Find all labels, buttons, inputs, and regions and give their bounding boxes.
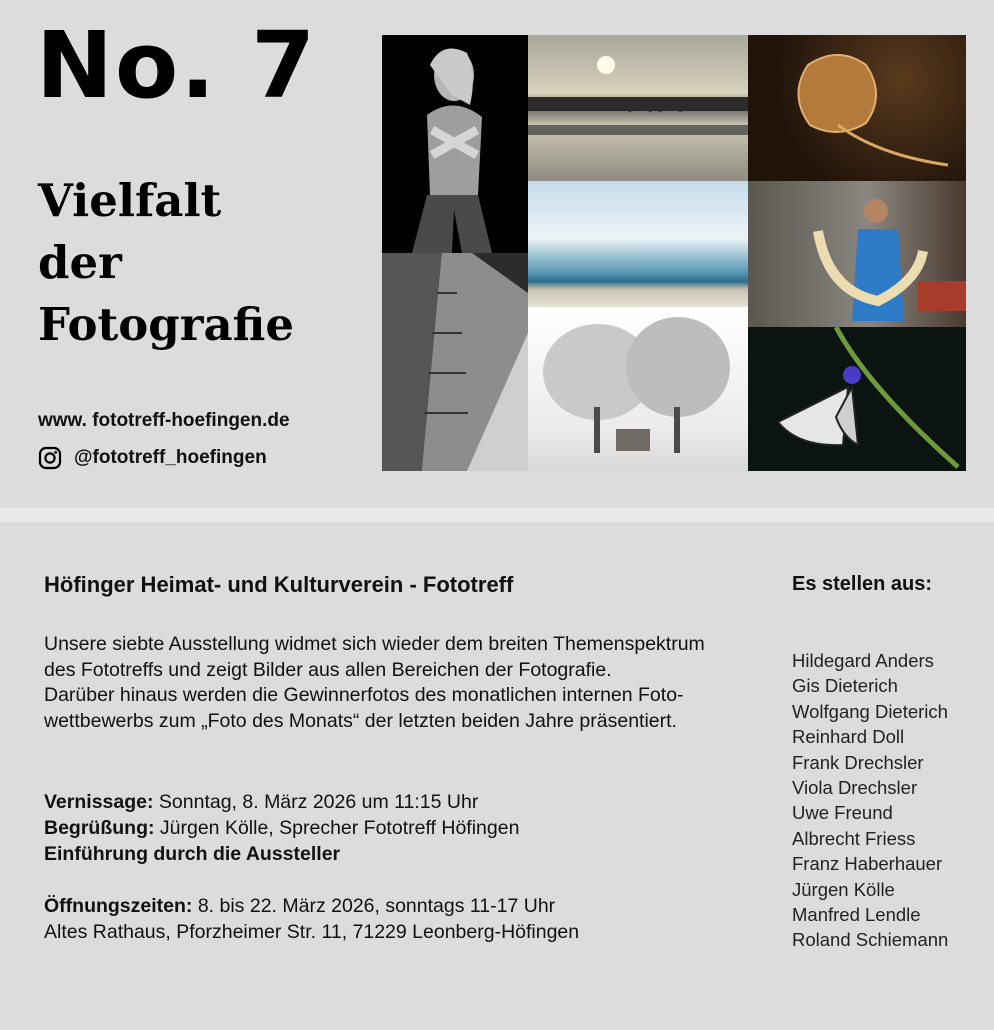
vernissage-row <box>44 789 579 815</box>
instagram-icon <box>38 446 62 470</box>
exhibitor-name: Uwe Freund <box>792 802 893 824</box>
greeting-row <box>44 815 579 841</box>
exhibitors-title: Es stellen aus: <box>792 573 933 595</box>
poster-header <box>0 0 994 508</box>
greeting-label: Begrüßung: <box>44 817 155 839</box>
title-line-2: der <box>38 236 122 289</box>
exhibitor-name: Reinhard Doll <box>792 726 905 748</box>
intro-text <box>44 632 774 734</box>
photo-collage <box>382 35 966 471</box>
greeting-value: Jürgen Kölle, Sprecher Fototreff Höfingen <box>154 817 520 839</box>
exhibitor-name: Hildegard Anders <box>792 650 934 671</box>
exhibitor-name: Roland Schiemann <box>792 929 949 951</box>
exhibitor-name: Franz Haberhauer <box>792 853 943 875</box>
introduction-row <box>44 841 579 867</box>
exhibitor-name: Albrecht Friess <box>792 827 916 849</box>
instagram-label: @fototreff_hoefingen <box>74 447 267 468</box>
skyscraper-photo <box>382 253 528 471</box>
seascape-photo <box>528 181 748 307</box>
instagram-handle[interactable] <box>38 446 267 470</box>
opening-hours-row <box>44 893 579 919</box>
title-line-1: Vielfalt <box>38 174 222 227</box>
website-link[interactable]: www. fototreff-hoefingen.de <box>38 410 290 431</box>
exhibitor-name: Viola Drechsler <box>792 777 918 799</box>
exhibitors-list <box>792 648 948 953</box>
opening-hours-value: 8. bis 22. März 2026, sonntags 11-17 Uhr <box>192 895 556 917</box>
vernissage-value: Sonntag, 8. März 2026 um 11:15 Uhr <box>153 791 479 813</box>
exhibitor-name: Jürgen Kölle <box>792 878 895 900</box>
train-reflection-photo <box>528 35 748 181</box>
portrait-photo <box>382 35 528 253</box>
exhibitor-name: Wolfgang Dieterich <box>792 700 948 722</box>
exhibitor-name: Manfred Lendle <box>792 904 921 926</box>
intro-line-1: Unsere siebte Ausstellung widmet sich wieder dem breiten Themenspektrum <box>44 633 705 655</box>
event-details <box>44 789 579 945</box>
intro-line-3: Darüber hinaus werden die Gewinnerfotos des monatlichen internen Foto- <box>44 684 684 706</box>
opening-hours-label: Öffnungszeiten: <box>44 895 193 917</box>
address-row: Altes Rathaus, Pforzheimer Str. 11, 71229 Leonberg-Höfingen <box>44 921 580 943</box>
leaf-photo <box>748 35 966 181</box>
exhibition-number: No. 7 <box>36 12 318 119</box>
section-divider <box>0 508 994 522</box>
butterfly-photo <box>748 327 966 471</box>
vernissage-label: Vernissage: <box>44 791 154 813</box>
noodle-maker-photo <box>748 181 966 327</box>
exhibition-title <box>38 170 294 356</box>
intro-line-2: des Fototreffs und zeigt Bilder aus allen Bereichen der Fotografie. <box>44 658 612 681</box>
exhibitor-name: Gis Dieterich <box>792 675 898 697</box>
title-line-3: Fotografie <box>38 298 294 351</box>
intro-line-4: wettbewerbs zum „Foto des Monats“ der letzten beiden Jahre präsentiert. <box>44 709 677 732</box>
exhibitor-name: Frank Drechsler <box>792 751 924 773</box>
snowy-trees-photo <box>528 307 748 471</box>
introduction-text: Einführung durch die Aussteller <box>44 843 341 865</box>
club-title: Höfinger Heimat- und Kulturverein - Fototreff <box>44 572 514 597</box>
